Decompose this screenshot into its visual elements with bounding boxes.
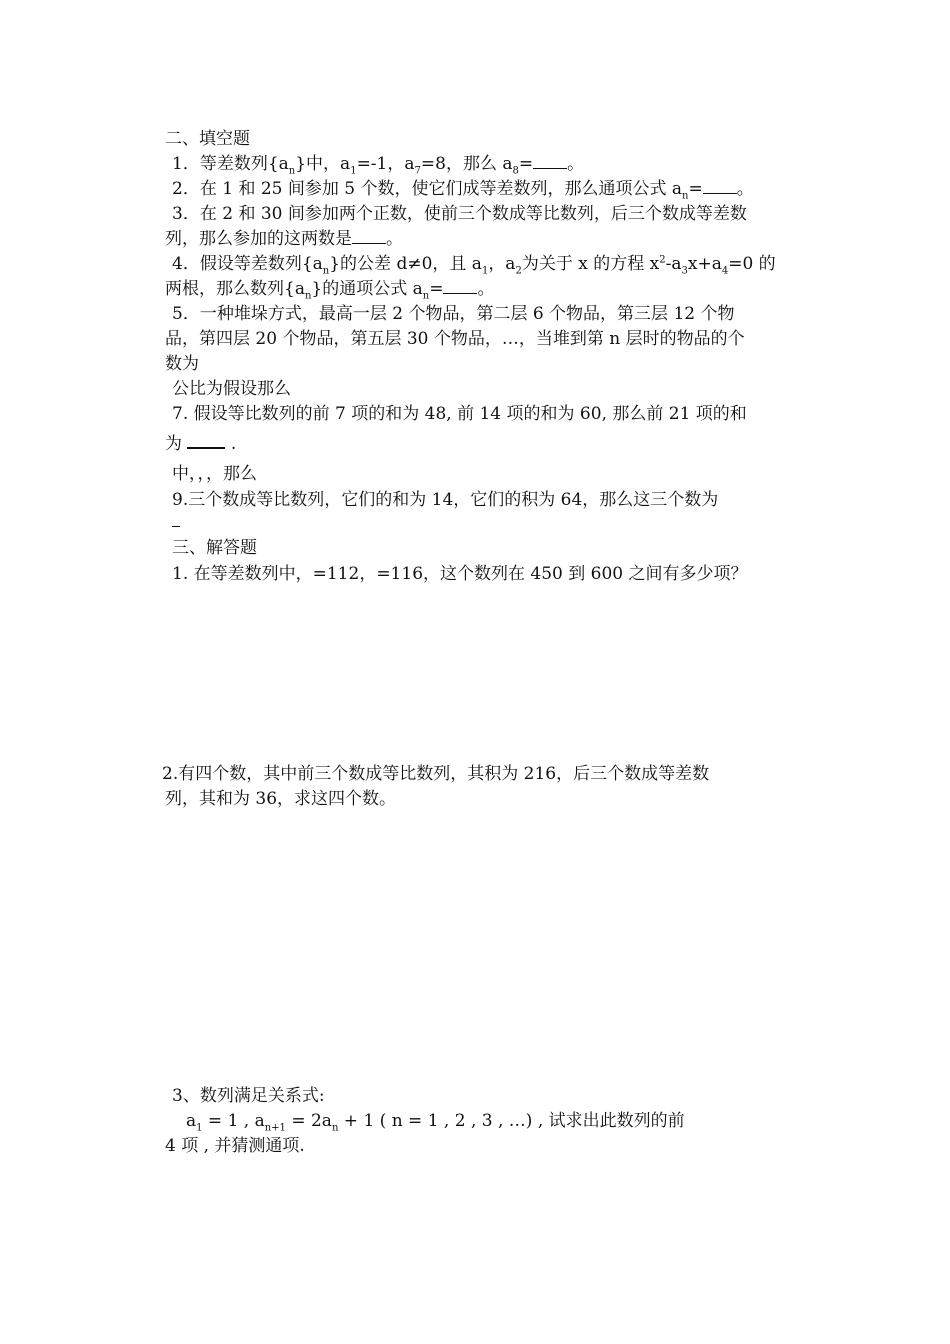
fill-question-5-line-3: 数为 xyxy=(165,354,199,374)
fill-question-4-line-2: 两根，那么数列$\{a_n\}$的通项公式 $a_n=$ 。 xyxy=(165,279,495,302)
fill-question-7-line-2: 为 . xyxy=(165,434,237,454)
fill-question-9-blank xyxy=(172,511,180,533)
answer-problem-2-line-2: 列，其和为 36，求这四个数。 xyxy=(165,789,397,809)
fill-question-8: 中，，，那么 xyxy=(172,464,257,484)
answer-problem-1: 1. 在等差数列中，=112，=116，这个数列在 450 到 600 之间有多少项？ xyxy=(172,564,748,584)
answer-problem-3-line-2: 4 项 , 并猜测通项. xyxy=(165,1136,305,1156)
fill-question-1: 1．等差数列$\{a_n\}$中，$a_1=-1$，$a_7=8$，那么 $a_8=$ 。 xyxy=(172,154,585,177)
section-title-fill-in: 二、填空题 xyxy=(165,129,250,149)
fill-question-3-line-2: 列，那么参加的这两数是 。 xyxy=(165,229,403,249)
fill-question-4-line-1: 4．假设等差数列$\{a_n\}$的公差 d≠0，且 $a_1$，$a_2$为关于 x 的方程 $x^2-a_3x+a_4=0$ 的 xyxy=(172,254,776,277)
fill-question-9: 9.三个数成等比数列，它们的和为 14，它们的积为 64，那么这三个数为 xyxy=(172,490,719,510)
answer-problem-2-line-1: 2.有四个数，其中前三个数成等比数列，其积为 216，后三个数成等差数 xyxy=(162,764,710,784)
section-title-answer: 三、解答题 xyxy=(172,538,257,558)
fill-question-5-line-2: 品，第四层 20 个物品，第五层 30 个物品，…，当堆到第 n 层时的物品的个 xyxy=(165,329,745,349)
answer-blank xyxy=(443,278,477,294)
fill-question-5-line-1: 5．一种堆垛方式，最高一层 2 个物品，第二层 6 个物品，第三层 12 个物 xyxy=(172,304,735,324)
fill-question-2: 2．在 1 和 25 间参加 5 个数，使它们成等差数列，那么通项公式 $a_n=$ 。 xyxy=(172,179,754,202)
answer-problem-3-line-1: $a_1 = 1$ , $a_{n+1} = 2a_n + 1$ ( n = 1 , 2 , 3 , …) , 试求出此数列的前 xyxy=(186,1111,685,1134)
answer-blank xyxy=(533,153,567,169)
answer-problem-3-title: 3、数列满足关系式: xyxy=(172,1086,325,1106)
answer-blank xyxy=(352,228,386,244)
answer-blank xyxy=(187,432,225,449)
answer-blank xyxy=(703,178,737,194)
answer-blank xyxy=(172,512,180,527)
fill-question-6: 公比为假设那么 xyxy=(172,379,291,399)
fill-question-7-line-1: 7. 假设等比数列的前 7 项的和为 48, 前 14 项的和为 60, 那么前 21 项的和 xyxy=(172,404,747,424)
fill-question-3-line-1: 3．在 2 和 30 间参加两个正数，使前三个数成等比数列，后三个数成等差数 xyxy=(172,204,747,224)
